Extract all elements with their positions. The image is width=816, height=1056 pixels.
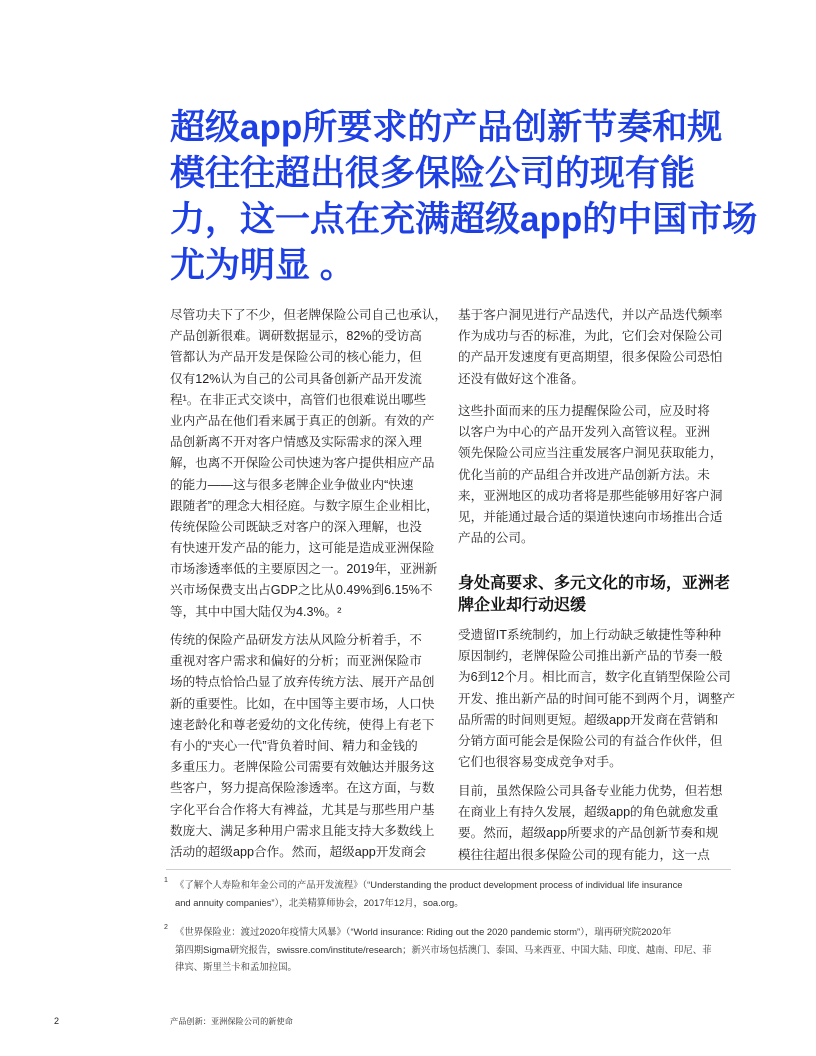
text-line: 传统保险公司既缺乏对客户的深入理解，也没 bbox=[170, 519, 422, 534]
left-column-paragraph-2 bbox=[170, 630, 444, 863]
footnote-line: and annuity companies”），北美精算师协会，2017年12月，soa.org。 bbox=[175, 896, 464, 908]
text-line: 程¹。在非正式交谈中，高管们也很难说出哪些 bbox=[170, 392, 427, 407]
text-line: 市场渗透率低的主要原因之一。2019年，亚洲新 bbox=[170, 562, 438, 577]
right-column-paragraph-2 bbox=[458, 401, 732, 549]
text-line: 目前，虽然保险公司具备专业能力优势，但若想 bbox=[458, 784, 723, 798]
text-line: 要。然而，超级app所要求的产品创新节奏和规 bbox=[458, 826, 719, 841]
footnote-line: 第四期Sigma研究报告，swissre.com/institute/research；新兴市场包括澳门、泰国、马来西亚、中国大陆、印度、越南、印尼、菲 bbox=[175, 943, 712, 955]
left-column-paragraph-1 bbox=[170, 305, 448, 623]
text-line: 优化当前的产品组合并改进产品创新方法。未 bbox=[458, 467, 710, 482]
text-line: 传统的保险产品研发方法从风险分析着手，不 bbox=[170, 633, 422, 647]
footnote-line: 《了解个人寿险和年金公司的产品开发流程》（“Understanding the product development process of individual life insurance bbox=[175, 879, 683, 890]
text-line: 这些扑面而来的压力提醒保险公司，应及时将 bbox=[458, 404, 710, 418]
text-line: 解，也离不开保险公司快速为客户提供相应产品 bbox=[170, 456, 435, 471]
footnote-number: 1 bbox=[164, 877, 168, 884]
text-line: 模往往超出很多保险公司的现有能力，这一点 bbox=[458, 847, 710, 862]
running-footer-title: 产品创新：亚洲保险公司的新使命 bbox=[170, 1017, 293, 1026]
right-column-paragraph-3 bbox=[458, 625, 736, 773]
text-line: 为6到12个月。相比而言，数字化直销型保险公司 bbox=[458, 670, 731, 685]
text-line: 的产品开发速度有更高期望，很多保险公司恐怕 bbox=[458, 350, 723, 365]
text-line: 新的重要性。比如，在中国等主要市场，人口快 bbox=[170, 696, 435, 711]
text-line: 的能力——这与很多老牌企业争做业内“快速 bbox=[170, 477, 414, 492]
text-line: 有小的“夹心一代”背负着时间、精力和金钱的 bbox=[170, 738, 418, 753]
text-line: 有快速开发产品的能力，这可能是造成亚洲保险 bbox=[170, 541, 435, 556]
text-line: 领先保险公司应当注重发展客户洞见获取能力， bbox=[458, 446, 723, 461]
footnote-divider bbox=[166, 869, 731, 870]
page-title-line: 力，这一点在充满超级app的中国市场 bbox=[170, 200, 758, 239]
text-line: 管都认为产品开发是保险公司的核心能力，但 bbox=[170, 350, 422, 365]
text-line: 等，其中中国大陆仅为4.3%。² bbox=[170, 604, 342, 619]
section-heading-line: 身处高要求、多元文化的市场，亚洲老 bbox=[458, 575, 731, 592]
text-line: 在商业上有持久发展，超级app的角色就愈发重 bbox=[458, 805, 719, 820]
footnote-number: 2 bbox=[164, 924, 168, 931]
page-title-line: 尤为明显 。 bbox=[170, 246, 355, 285]
text-line: 些客户，努力提高保险渗透率。在这方面，与数 bbox=[170, 781, 435, 796]
text-line: 受遗留IT系统制约，加上行动缺乏敏捷性等种种 bbox=[458, 628, 722, 642]
page-number: 2 bbox=[54, 1016, 60, 1026]
right-column-paragraph-1 bbox=[458, 305, 732, 390]
page-title bbox=[170, 105, 757, 289]
text-line: 兴市场保费支出占GDP之比从0.49%到6.15%不 bbox=[170, 583, 433, 598]
text-line: 还没有做好这个准备。 bbox=[458, 371, 584, 386]
page-title-line: 超级app所要求的产品创新节奏和规 bbox=[170, 108, 723, 147]
section-heading bbox=[458, 573, 730, 617]
text-line: 品所需的时间则更短。超级app开发商在营销和 bbox=[458, 712, 719, 727]
text-line: 来，亚洲地区的成功者将是那些能够用好客户洞 bbox=[458, 488, 723, 503]
text-line: 它们也很容易变成竞争对手。 bbox=[458, 755, 622, 770]
text-line: 场的特点恰恰凸显了放弃传统方法、展开产品创 bbox=[170, 675, 435, 690]
text-line: 速老龄化和尊老爱幼的文化传统，使得上有老下 bbox=[170, 717, 435, 732]
text-line: 尽管功夫下了不少，但老牌保险公司自己也承认， bbox=[170, 308, 448, 322]
text-line: 品创新离不开对客户情感及实际需求的深入理 bbox=[170, 435, 422, 450]
footnote-line: 《世界保险业：渡过2020年疫情大风暴》（“World insurance: Riding out the 2020 pandemic storm”），瑞再研究院2020年 bbox=[175, 926, 672, 937]
text-line: 开发、推出新产品的时间可能不到两个月，调整产 bbox=[458, 691, 736, 706]
section-heading-line: 牌企业却行动迟缓 bbox=[458, 597, 587, 614]
text-line: 产品的公司。 bbox=[458, 531, 534, 546]
text-line: 原因制约，老牌保险公司推出新产品的节奏一般 bbox=[458, 649, 723, 664]
text-line: 多重压力。老牌保险公司需要有效触达并服务这 bbox=[170, 760, 435, 775]
text-line: 基于客户洞见进行产品迭代，并以产品迭代频率 bbox=[458, 308, 723, 322]
footnote-1 bbox=[175, 876, 682, 911]
text-line: 仅有12%认为自己的公司具备创新产品开发流 bbox=[170, 371, 422, 386]
text-line: 产品创新很难。调研数据显示，82%的受访高 bbox=[170, 329, 422, 344]
text-line: 分销方面可能会是保险公司的有益合作伙伴，但 bbox=[458, 733, 723, 748]
text-line: 重视对客户需求和偏好的分析；而亚洲保险市 bbox=[170, 654, 422, 669]
text-line: 活动的超级app合作。然而，超级app开发商会 bbox=[170, 844, 427, 859]
right-column-paragraph-4 bbox=[458, 781, 732, 866]
page-title-line: 模往往超出很多保险公司的现有能 bbox=[170, 154, 696, 193]
text-line: 数庞大、满足多种用户需求且能支持大多数线上 bbox=[170, 823, 435, 838]
text-line: 作为成功与否的标准，为此，它们会对保险公司 bbox=[458, 329, 723, 344]
text-line: 以客户为中心的产品开发列入高管议程。亚洲 bbox=[458, 425, 710, 440]
footnote-2 bbox=[175, 923, 712, 976]
text-line: 字化平台合作将大有裨益，尤其是与那些用户基 bbox=[170, 802, 435, 817]
text-line: 见，并能通过最合适的渠道快速向市场推出合适 bbox=[458, 509, 723, 524]
text-line: 业内产品在他们看来属于真正的创新。有效的产 bbox=[170, 413, 435, 428]
text-line: 跟随者”的理念大相径庭。与数字原生企业相比， bbox=[170, 498, 439, 513]
footnote-line: 律宾、斯里兰卡和孟加拉国。 bbox=[175, 961, 297, 972]
